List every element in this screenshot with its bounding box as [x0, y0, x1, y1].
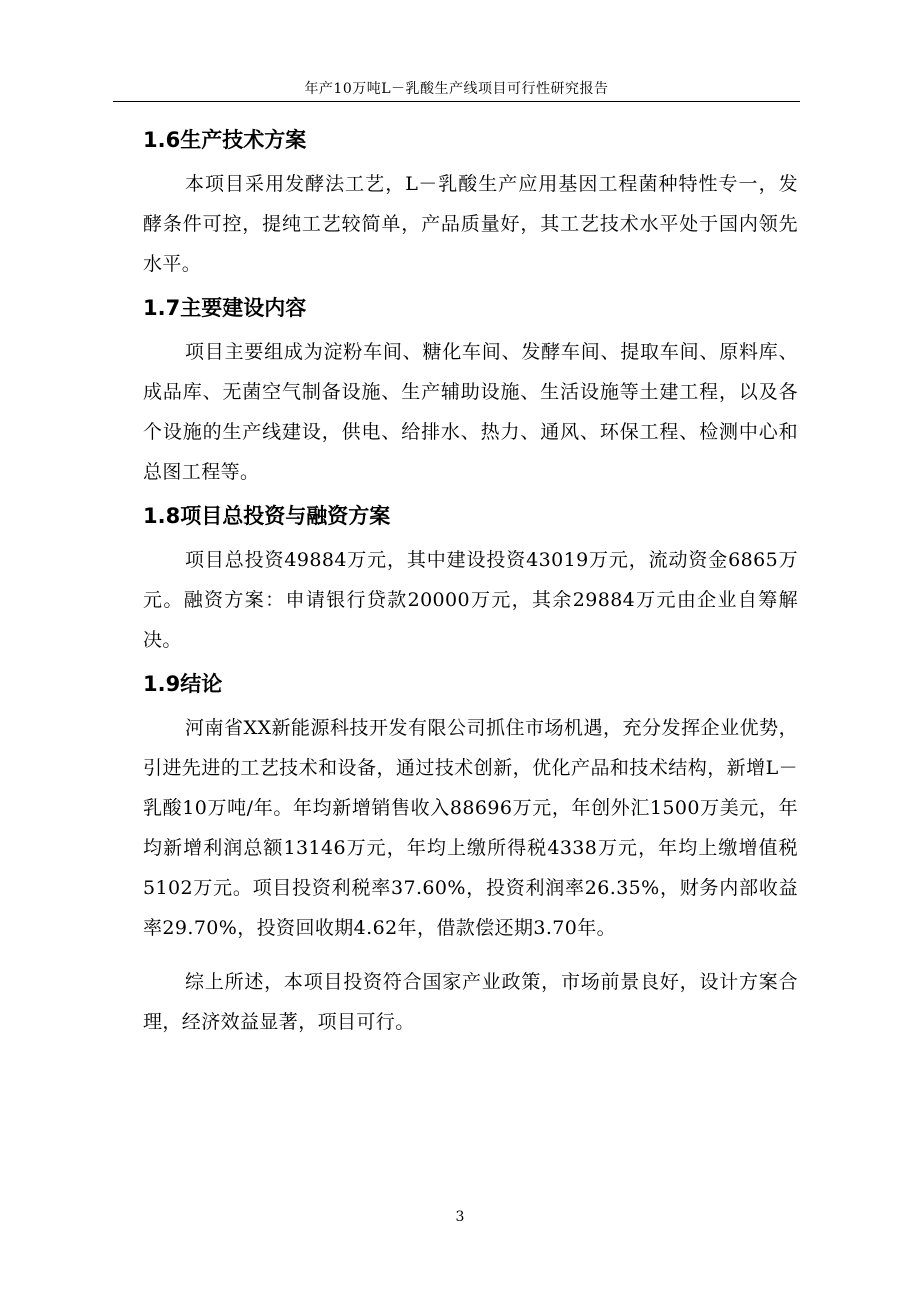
- running-header: 年产10万吨L－乳酸生产线项目可行性研究报告: [304, 81, 609, 97]
- section-paragraph-1-6: 本项目采用发酵法工艺，L－乳酸生产应用基因工程菌种特性专一，发酵条件可控，提纯工艺较简单，产品质量好，其工艺技术水平处于国内领先水平。: [143, 173, 798, 275]
- section-heading-1-6: 1.6生产技术方案: [143, 128, 307, 152]
- document-body: [143, 116, 798, 1042]
- section-heading-1-8: 1.8项目总投资与融资方案: [143, 504, 391, 528]
- section-paragraph-1-8: 项目总投资49884万元，其中建设投资43019万元，流动资金6865万元。融资方案：申请银行贷款20000万元，其余29884万元由企业自筹解决。: [143, 549, 798, 651]
- section-heading-1-7: 1.7主要建设内容: [143, 296, 307, 320]
- section-paragraph-1-9-summary: 综上所述，本项目投资符合国家产业政策，市场前景良好，设计方案合理，经济效益显著，项目可行。: [143, 971, 798, 1033]
- section-paragraph-1-7: 项目主要组成为淀粉车间、糖化车间、发酵车间、提取车间、原料库、成品库、无菌空气制备设施、生产辅助设施、生活设施等土建工程，以及各个设施的生产线建设，供电、给排水、热力、通风、环保工程、检测中心和总图工程等。: [143, 341, 798, 483]
- page-number: 3: [455, 1209, 465, 1225]
- section-paragraph-1-9-conclusion: 河南省XX新能源科技开发有限公司抓住市场机遇，充分发挥企业优势，引进先进的工艺技术和设备，通过技术创新，优化产品和技术结构，新增L－乳酸10万吨/年。年均新增销售收入88696万元，年创外汇1500万美元，年均新增利润总额13146万元，年均上缴所得税4338万元，年均上缴增值税5102万元。项目投资利税率37.60%，投资利润率26.35%，财务内部收益率29.70%，投资回收期4.62年，借款偿还期3.70年。: [143, 717, 798, 939]
- header-rule: [113, 101, 800, 102]
- section-heading-1-9: 1.9结论: [143, 672, 223, 696]
- paragraph-gap: [143, 948, 798, 962]
